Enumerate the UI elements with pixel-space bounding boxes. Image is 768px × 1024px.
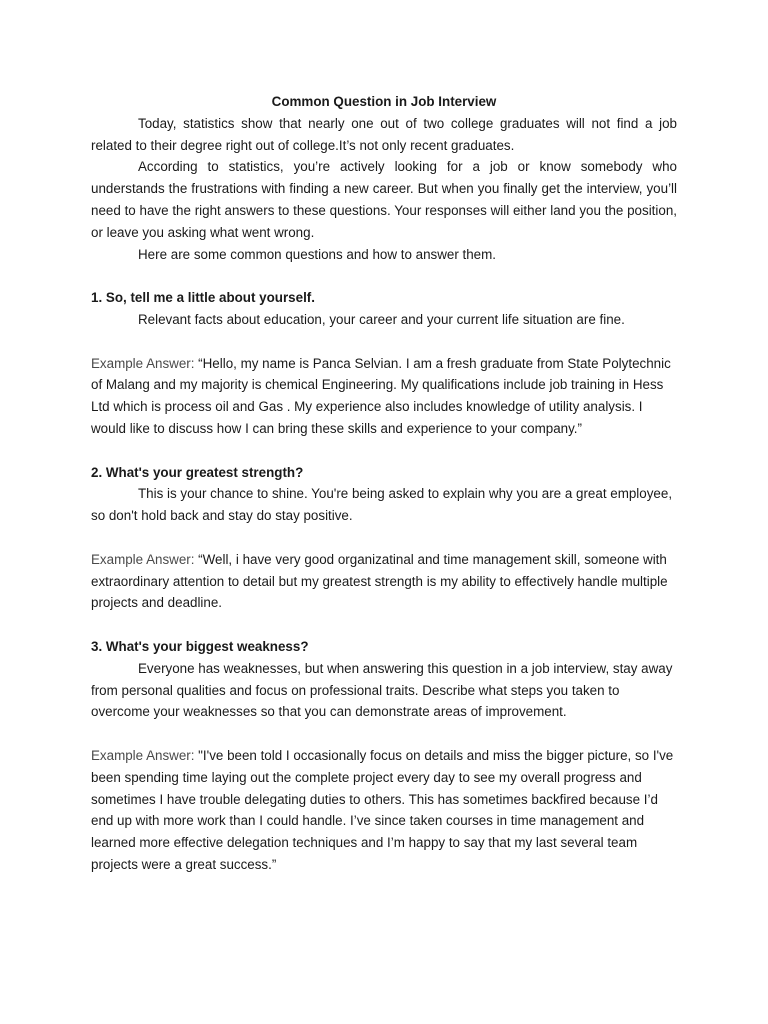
spacer xyxy=(91,614,677,636)
question-advice: This is your chance to shine. You're being asked to explain why you are a great employee, so don't hold back and stay do stay positive. xyxy=(91,486,673,524)
example-answer xyxy=(91,353,677,440)
document-page xyxy=(91,91,677,876)
example-answer-label: Example Answer: xyxy=(91,747,195,763)
document-title: Common Question in Job Interview xyxy=(271,94,497,109)
example-answer-label: Example Answer: xyxy=(91,355,195,371)
question-heading: 3. What's your biggest weakness? xyxy=(91,638,309,654)
spacer xyxy=(91,265,677,287)
example-answer-text: “Well, i have very good organizatinal and time management skill, someone with extraordinary attention to detail but my greatest strength is my ability to effectively handle multiple projects and deadline. xyxy=(91,551,668,611)
example-answer-label: Example Answer: xyxy=(91,551,195,567)
question-heading: 1. So, tell me a little about yourself. xyxy=(91,290,315,306)
example-answer-text: "I've been told I occasionally focus on details and miss the bigger picture, so I've been spending time laying out the complete project every day to see my overall progress and sometimes I have trouble delegating duties to others. This has sometimes backfired because I’d end up with more work than I could handle. I’ve since taken courses in time management and learned more effective delegation techniques and I’m happy to say that my last several team projects were a great success.” xyxy=(91,747,674,872)
spacer xyxy=(91,723,677,745)
example-answer xyxy=(91,549,677,614)
intro-paragraph: According to statistics, you’re actively looking for a job or know somebody who understands the frustrations with finding a new career. But when you finally get the interview, you’ll need to have the right answers to these questions. Your responses will either land you the position, or leave you asking what went wrong. xyxy=(91,159,677,240)
example-answer xyxy=(91,745,677,876)
spacer xyxy=(91,527,677,549)
question-heading: 2. What's your greatest strength? xyxy=(91,464,304,480)
question-advice: Everyone has weaknesses, but when answering this question in a job interview, stay away from personal qualities and focus on professional traits. Describe what steps you taken to overcome your weaknesses so that you can demonstrate areas of improvement. xyxy=(91,660,673,720)
question-advice: Relevant facts about education, your career and your current life situation are fine. xyxy=(138,311,625,327)
spacer xyxy=(91,331,677,353)
intro-paragraph: Today, statistics show that nearly one out of two college graduates will not find a job related to their degree right out of college.It’s not only recent graduates. xyxy=(91,115,677,153)
intro-paragraph: Here are some common questions and how to answer them. xyxy=(138,246,497,262)
spacer xyxy=(91,440,677,462)
example-answer-text: “Hello, my name is Panca Selvian. I am a fresh graduate from State Polytechnic of Malang and my majority is chemical Engineering. My qualifications include job training in Hess Ltd which is process oil and Gas . My experience also includes knowledge of utility analysis. I would like to discuss how I can bring these skills and experience to your company.” xyxy=(91,355,671,436)
